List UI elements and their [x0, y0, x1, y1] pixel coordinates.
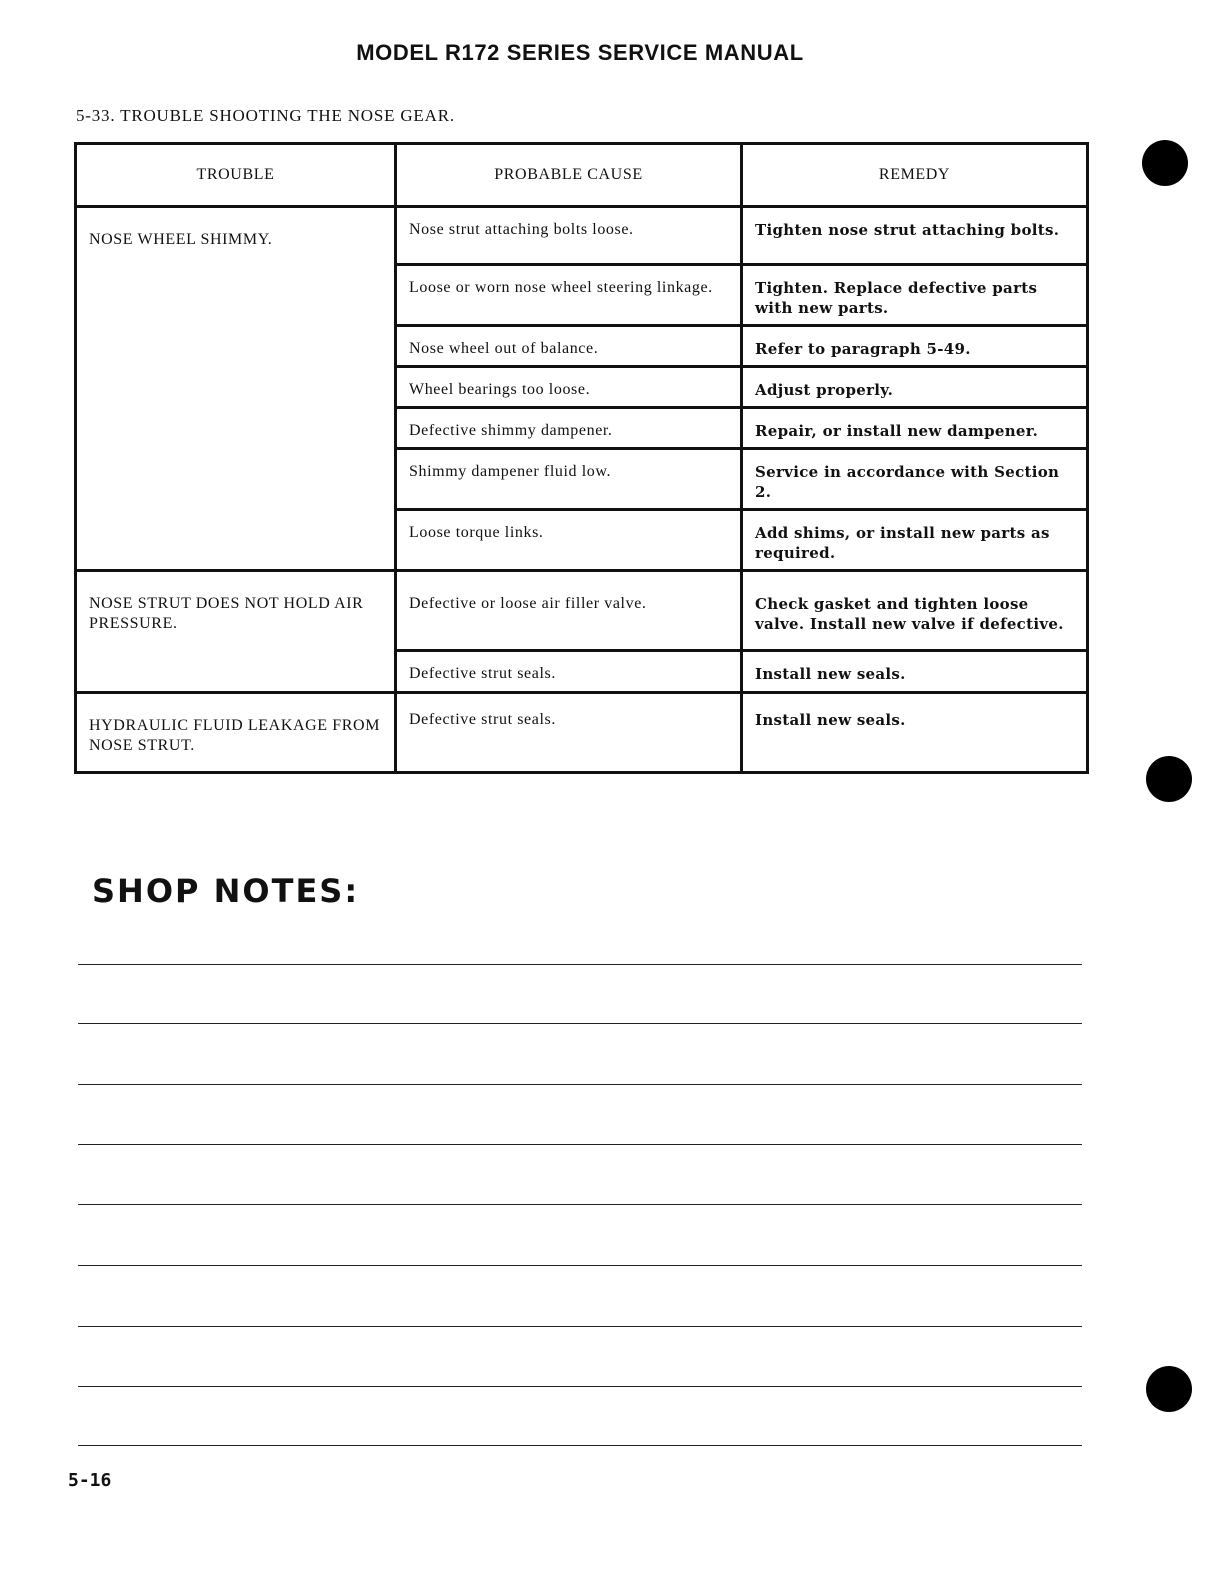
cause-cell: Defective strut seals.	[396, 651, 742, 693]
table-row	[76, 571, 1088, 651]
cause-cell: Defective strut seals.	[396, 693, 742, 773]
notes-line	[78, 1265, 1082, 1266]
trouble-cell: NOSE STRUT DOES NOT HOLD AIR PRESSURE.	[76, 571, 396, 693]
notes-line	[78, 1445, 1082, 1446]
notes-line	[78, 1084, 1082, 1085]
cause-cell: Loose or worn nose wheel steering linkage.	[396, 265, 742, 326]
shop-notes-title: SHOP NOTES:	[92, 872, 360, 910]
column-header-remedy: REMEDY	[742, 144, 1088, 207]
trouble-cell: NOSE WHEEL SHIMMY.	[76, 207, 396, 571]
notes-line	[78, 1144, 1082, 1145]
remedy-cell: Tighten. Replace defective parts with new parts.	[742, 265, 1088, 326]
table-row	[76, 207, 1088, 265]
table-row	[76, 693, 1088, 773]
remedy-cell: Service in accordance with Section 2.	[742, 449, 1088, 510]
remedy-cell: Check gasket and tighten loose valve. Install new valve if defective.	[742, 571, 1088, 651]
notes-line	[78, 1326, 1082, 1327]
cause-cell: Nose wheel out of balance.	[396, 326, 742, 367]
section-title: 5-33. TROUBLE SHOOTING THE NOSE GEAR.	[76, 106, 455, 125]
troubleshooting-table	[74, 142, 1089, 774]
notes-line	[78, 1204, 1082, 1205]
remedy-cell: Install new seals.	[742, 651, 1088, 693]
binder-hole-top	[1142, 140, 1188, 186]
remedy-cell: Install new seals.	[742, 693, 1088, 773]
trouble-cell: HYDRAULIC FLUID LEAKAGE FROM NOSE STRUT.	[76, 693, 396, 773]
binder-hole-bottom	[1146, 1366, 1192, 1412]
remedy-cell: Repair, or install new dampener.	[742, 408, 1088, 449]
cause-cell: Shimmy dampener fluid low.	[396, 449, 742, 510]
remedy-cell: Tighten nose strut attaching bolts.	[742, 207, 1088, 265]
notes-line	[78, 1023, 1082, 1024]
cause-cell: Wheel bearings too loose.	[396, 367, 742, 408]
page-number: 5-16	[68, 1470, 112, 1491]
page-title: MODEL R172 SERIES SERVICE MANUAL	[356, 40, 804, 65]
column-header-probable-cause: PROBABLE CAUSE	[396, 144, 742, 207]
cause-cell: Nose strut attaching bolts loose.	[396, 207, 742, 265]
cause-cell: Defective shimmy dampener.	[396, 408, 742, 449]
notes-line	[78, 964, 1082, 965]
table-header-row	[76, 144, 1088, 207]
binder-hole-middle	[1146, 756, 1192, 802]
remedy-cell: Adjust properly.	[742, 367, 1088, 408]
remedy-cell: Add shims, or install new parts as required.	[742, 510, 1088, 571]
column-header-trouble: TROUBLE	[76, 144, 396, 207]
cause-cell: Defective or loose air filler valve.	[396, 571, 742, 651]
remedy-cell: Refer to paragraph 5-49.	[742, 326, 1088, 367]
cause-cell: Loose torque links.	[396, 510, 742, 571]
notes-line	[78, 1386, 1082, 1387]
